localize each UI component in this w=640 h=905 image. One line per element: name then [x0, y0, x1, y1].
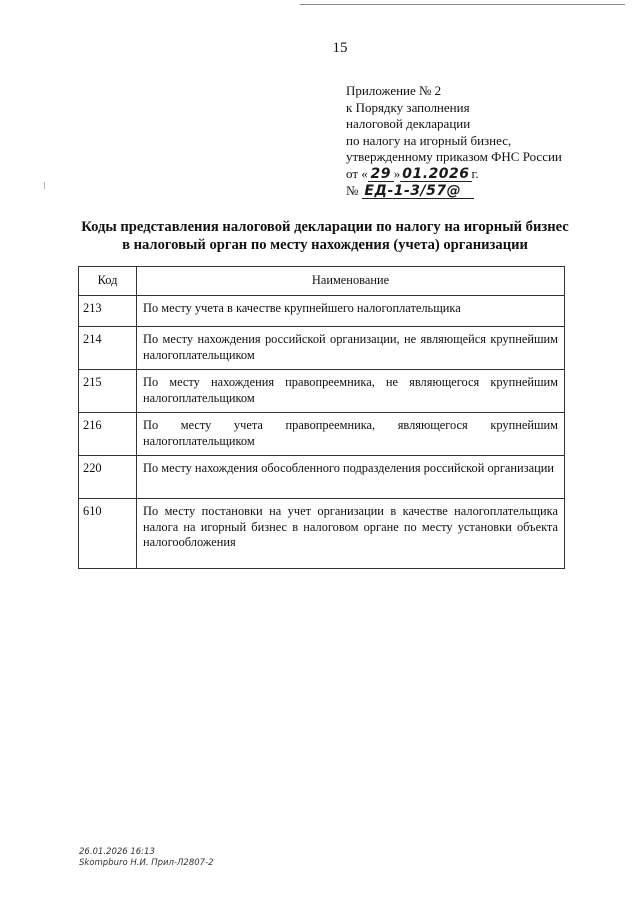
- table-row: [79, 296, 565, 327]
- row-code: 215: [79, 370, 137, 413]
- row-code: 213: [79, 296, 137, 327]
- footer-document-ref: Skompburo Н.И. Прил-Л2807-2: [79, 858, 214, 868]
- row-code: 216: [79, 413, 137, 456]
- appendix-line: к Порядку заполнения: [346, 99, 470, 115]
- appendix-line: налоговой декларации: [346, 116, 471, 132]
- appendix-line: по налогу на игорный бизнес,: [346, 132, 512, 148]
- handwritten-order-number: ЕД-1-3/57@: [362, 184, 474, 199]
- header-name: Наименование: [137, 267, 565, 296]
- table-row: [79, 413, 565, 456]
- row-name: По месту нахождения обособленного подразделения российской организации: [137, 456, 565, 499]
- footer-note: [79, 847, 214, 869]
- appendix-date-line: [346, 166, 616, 183]
- row-code: 214: [79, 327, 137, 370]
- table-header-row: [79, 267, 565, 296]
- appendix-line: Приложение № 2: [346, 83, 442, 98]
- handwritten-date-month-year: 01.2026: [402, 165, 470, 182]
- row-name: По месту постановки на учет организации в качестве налогоплательщика налога на игорный бизнес в налоговом органе по месту установки объекта налогообложения: [137, 499, 565, 569]
- scan-top-edge-line: [300, 4, 625, 5]
- table-row: [79, 370, 565, 413]
- margin-mark: [44, 182, 45, 189]
- title-line: в налоговый орган по месту нахождения (учета) организации: [122, 237, 528, 253]
- table-row: [79, 499, 565, 569]
- appendix-block: [346, 83, 616, 199]
- appendix-number-line: [346, 183, 616, 200]
- date-mid: »: [393, 165, 401, 181]
- row-code: 610: [79, 499, 137, 569]
- row-name: По месту нахождения правопреемника, не являющегося крупнейшим налогоплательщиком: [137, 370, 565, 413]
- number-prefix: №: [346, 182, 359, 198]
- table-row: [79, 327, 565, 370]
- date-prefix: от «: [346, 165, 368, 181]
- handwritten-date-day: 29: [368, 167, 394, 182]
- footer-timestamp: 26.01.2026 16:13: [79, 847, 155, 857]
- title-line: Коды представления налоговой декларации по налогу на игорный бизнес: [81, 219, 569, 235]
- row-name: По месту нахождения российской организации, не являющейся крупнейшим налогоплательщиком: [137, 327, 565, 370]
- row-code: 220: [79, 456, 137, 499]
- date-suffix: г.: [471, 165, 479, 181]
- row-name: По месту учета правопреемника, являющегося крупнейшим налогоплательщиком: [137, 413, 565, 456]
- row-name: По месту учета в качестве крупнейшего налогоплательщика: [137, 296, 565, 327]
- page-number: 15: [332, 40, 348, 56]
- document-title: [70, 218, 580, 254]
- header-code: Код: [79, 267, 137, 296]
- appendix-line: утвержденному приказом ФНС России: [346, 149, 562, 165]
- table-row: [79, 456, 565, 499]
- codes-table: [78, 266, 565, 569]
